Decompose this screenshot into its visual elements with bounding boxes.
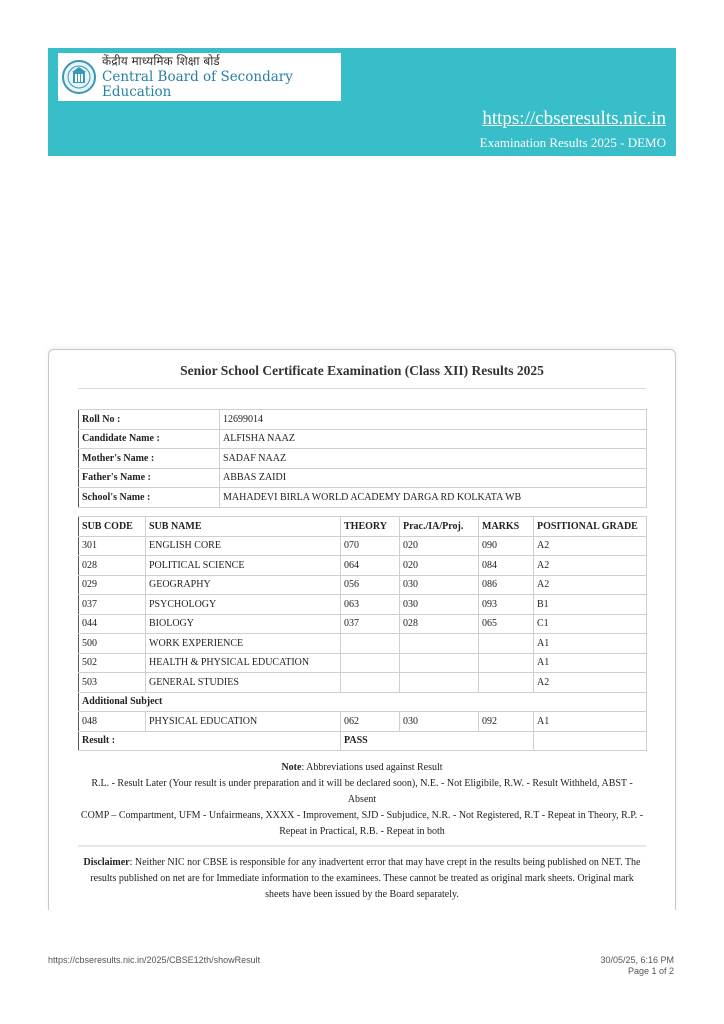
info-value: 12699014: [220, 410, 647, 430]
page-number: Page 1 of 2: [627, 966, 674, 976]
info-row: [79, 410, 647, 430]
subject-marks: [479, 653, 534, 673]
subject-theory: [341, 673, 400, 693]
subject-marks: 090: [479, 536, 534, 556]
subject-practical: 030: [400, 712, 479, 732]
subject-code: 502: [79, 653, 146, 673]
candidate-info-table: [78, 409, 647, 508]
subject-practical: [400, 634, 479, 654]
site-header: [48, 48, 676, 156]
subject-name: ENGLISH CORE: [146, 536, 341, 556]
subject-code: 044: [79, 614, 146, 634]
subject-code: 301: [79, 536, 146, 556]
subject-marks: 093: [479, 595, 534, 615]
subject-practical: 030: [400, 575, 479, 595]
subject-name: WORK EXPERIENCE: [146, 634, 341, 654]
additional-subject-label: Additional Subject: [79, 692, 647, 712]
title-divider: [78, 388, 646, 389]
logo-hindi-text: केंद्रीय माध्यमिक शिक्षा बोर्ड: [102, 53, 220, 68]
subject-theory: 037: [341, 614, 400, 634]
note-divider: [78, 845, 646, 847]
subject-grade: A1: [534, 653, 647, 673]
results-site-link[interactable]: https://cbseresults.nic.in: [482, 108, 666, 129]
subject-row: [79, 634, 647, 654]
marks-table: [78, 516, 647, 751]
note-heading: : Abbreviations used against Result: [301, 762, 443, 773]
subject-theory: 063: [341, 595, 400, 615]
result-label: Result :: [79, 731, 341, 751]
print-footer-url: https://cbseresults.nic.in/2025/CBSE12th/showResult: [48, 955, 261, 965]
info-label: Candidate Name :: [79, 429, 220, 449]
result-row: [79, 731, 647, 751]
info-value: ALFISHA NAAZ: [220, 429, 647, 449]
subject-marks: 084: [479, 556, 534, 576]
subject-row: [79, 653, 647, 673]
subject-grade: B1: [534, 595, 647, 615]
subject-name: POLITICAL SCIENCE: [146, 556, 341, 576]
marks-column-header: SUB CODE: [79, 517, 146, 537]
subject-practical: 030: [400, 595, 479, 615]
subject-grade: A1: [534, 712, 647, 732]
result-empty-cell: [534, 731, 647, 751]
cbse-emblem-icon: [62, 57, 96, 97]
info-row: [79, 449, 647, 469]
result-title: Senior School Certificate Examination (Class XII) Results 2025: [180, 363, 544, 378]
info-row: [79, 468, 647, 488]
info-value: SADAF NAAZ: [220, 449, 647, 469]
subject-practical: [400, 673, 479, 693]
subject-practical: 020: [400, 536, 479, 556]
info-value: ABBAS ZAIDI: [220, 468, 647, 488]
subject-row: [79, 595, 647, 615]
marks-column-header: SUB NAME: [146, 517, 341, 537]
subject-row: [79, 575, 647, 595]
info-label: Mother's Name :: [79, 449, 220, 469]
info-label: Father's Name :: [79, 468, 220, 488]
subject-grade: A2: [534, 575, 647, 595]
cbse-logo[interactable]: [58, 53, 341, 101]
subject-marks: 092: [479, 712, 534, 732]
subject-row: [79, 673, 647, 693]
subject-grade: A2: [534, 673, 647, 693]
subject-marks: [479, 634, 534, 654]
disclaimer-text: : Neither NIC nor CBSE is responsible for any inadvertent error that may have crept in the results being published on NET. The results published on net are for Immediate information to the examinees. These cannot be treated as original mark sheets. Original mark sheets have been issued by the Board separately.: [90, 857, 641, 900]
subject-row: [79, 536, 647, 556]
result-status: PASS: [341, 731, 534, 751]
subject-practical: 028: [400, 614, 479, 634]
subject-theory: [341, 653, 400, 673]
subject-theory: 064: [341, 556, 400, 576]
marks-column-header: MARKS: [479, 517, 534, 537]
subject-grade: A2: [534, 536, 647, 556]
subject-row: [79, 556, 647, 576]
subject-name: PHYSICAL EDUCATION: [146, 712, 341, 732]
subject-grade: C1: [534, 614, 647, 634]
subject-theory: 056: [341, 575, 400, 595]
subject-practical: [400, 653, 479, 673]
subject-code: 029: [79, 575, 146, 595]
subject-row: [79, 614, 647, 634]
note-label: Note: [281, 762, 302, 773]
note-line-2: COMP – Compartment, UFM - Unfairmeans, XXXX - Improvement, SJD - Subjudice, N.R. - Not Registered, R.T - Repeat in Theory, R.P. - Repeat in Practical, R.B. - Repeat in both: [80, 810, 644, 837]
info-label: School's Name :: [79, 488, 220, 508]
info-value: MAHADEVI BIRLA WORLD ACADEMY DARGA RD KOLKATA WB: [220, 488, 647, 508]
subject-code: 037: [79, 595, 146, 615]
header-subtitle: Examination Results 2025 - DEMO: [479, 135, 666, 150]
info-row: [79, 429, 647, 449]
note-line-1: R.L. - Result Later (Your result is under preparation and it will be declared soon), N.E. - Not Eligibile, R.W. - Result Withheld, ABST - Absent: [91, 778, 633, 805]
subject-name: PSYCHOLOGY: [146, 595, 341, 615]
subject-theory: 062: [341, 712, 400, 732]
subject-name: GENERAL STUDIES: [146, 673, 341, 693]
subject-name: GEOGRAPHY: [146, 575, 341, 595]
disclaimer: [79, 855, 645, 903]
marks-column-header: Prac./IA/Proj.: [400, 517, 479, 537]
print-footer-meta: [600, 955, 674, 977]
subject-name: HEALTH & PHYSICAL EDUCATION: [146, 653, 341, 673]
disclaimer-label: Disclaimer: [83, 857, 130, 868]
subject-row: [79, 712, 647, 732]
subject-code: 500: [79, 634, 146, 654]
subject-marks: 086: [479, 575, 534, 595]
abbreviations-note: [79, 760, 645, 840]
logo-english-text: Central Board of Secondary Education: [102, 68, 293, 100]
subject-code: 048: [79, 712, 146, 732]
subject-theory: [341, 634, 400, 654]
marks-column-header: THEORY: [341, 517, 400, 537]
subject-name: BIOLOGY: [146, 614, 341, 634]
subject-marks: 065: [479, 614, 534, 634]
info-row: [79, 488, 647, 508]
subject-theory: 070: [341, 536, 400, 556]
subject-grade: A2: [534, 556, 647, 576]
print-datetime: 30/05/25, 6:16 PM: [600, 955, 674, 965]
subject-marks: [479, 673, 534, 693]
info-label: Roll No :: [79, 410, 220, 430]
additional-subject-heading-row: [79, 692, 647, 712]
subject-practical: 020: [400, 556, 479, 576]
marks-column-header: POSITIONAL GRADE: [534, 517, 647, 537]
subject-code: 028: [79, 556, 146, 576]
subject-grade: A1: [534, 634, 647, 654]
subject-code: 503: [79, 673, 146, 693]
result-card: [48, 349, 676, 910]
